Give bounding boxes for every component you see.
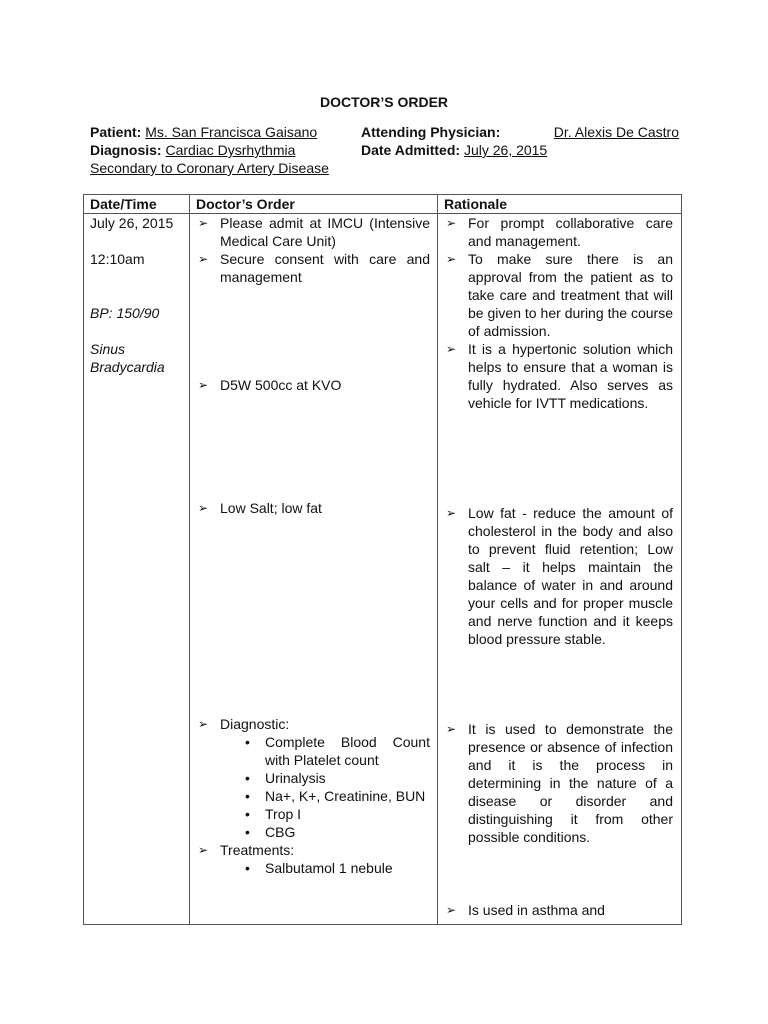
physician-label: Attending Physician: (361, 124, 501, 140)
order-consent: ➢ Secure consent with care and management (220, 250, 430, 286)
rationale-diet: ➢ Low fat - reduce the amount of cholesterol in the body and also to prevent fluid retention; Low salt – it helps maintain the balance of water in and around your cells and for proper muscle and nerve function and it keeps blood pressure stable. (468, 504, 673, 648)
order-diagnostic (220, 715, 430, 841)
diagnosis-row (90, 141, 355, 159)
order-list-diagnostic (220, 715, 430, 877)
diagnosis-row-2 (90, 159, 355, 177)
order-list-diet (220, 499, 430, 517)
header-datetime: Date/Time (84, 195, 190, 214)
order-date: July 26, 2015 (90, 215, 174, 231)
rationale-list-admission (468, 214, 673, 412)
order-list-iv (220, 376, 430, 394)
order-admit: ➢ Please admit at IMCU (Intensive Medical Care Unit) (220, 214, 430, 250)
diagnostic-label: Diagnostic: (220, 716, 290, 732)
order-diet: ➢ Low Salt; low fat (220, 499, 430, 517)
patient-name: Ms. San Francisca Gaisano (145, 124, 318, 140)
rationale-diagnostic: ➢ It is used to demonstrate the presence or absence of infection and it is the process in determining in the nature of a disease or disorder and distinguishing it from other possible conditions. (468, 720, 673, 846)
rationale-consent: ➢ To make sure there is an approval from the patient as to take care and treatment that will be given to her during the course of admission. (468, 250, 673, 340)
header-rationale: Rationale (438, 195, 682, 214)
document-title: DOCTOR’S ORDER (319, 94, 449, 110)
diagnostic-list (220, 733, 430, 841)
diagnostic-item: • Complete Blood Count with Platelet count (265, 733, 430, 769)
admitted-date: July 26, 2015 (463, 142, 548, 158)
physician-name: Dr. Alexis De Castro (553, 124, 679, 140)
table-row (84, 214, 682, 925)
heart-rhythm: Sinus Bradycardia (90, 341, 165, 375)
blood-pressure: BP: 150/90 (90, 305, 160, 321)
header-order: Doctor’s Order (190, 195, 438, 214)
rationale-list-diagnostic (468, 720, 673, 846)
admission-info (361, 123, 679, 159)
diagnosis-value-2: Secondary to Coronary Artery Disease (90, 160, 329, 176)
order-cell (190, 214, 438, 925)
rationale-iv: ➢ It is a hypertonic solution which helps to ensure that a woman is fully hydrated. Also serves as vehicle for IVTT medications. (468, 340, 673, 412)
order-iv: ➢ D5W 500cc at KVO (220, 376, 430, 394)
order-treatments (220, 841, 430, 877)
diagnostic-item: • Trop I (265, 805, 430, 823)
treatment-list (220, 859, 430, 877)
patient-label: Patient: (90, 124, 142, 140)
rationale-list-treatment (468, 901, 673, 919)
datetime-cell (84, 214, 190, 925)
rationale-admit: ➢ For prompt collaborative care and management. (468, 214, 673, 250)
diagnosis-label: Diagnosis: (90, 142, 162, 158)
diagnostic-item: • Na+, K+, Creatinine, BUN (265, 787, 430, 805)
treatment-item: • Salbutamol 1 nebule (265, 859, 430, 877)
diagnostic-item: • CBG (265, 823, 430, 841)
order-time: 12:10am (90, 251, 145, 267)
diagnostic-item: • Urinalysis (265, 769, 430, 787)
rationale-treatment: ➢ Is used in asthma and (468, 901, 673, 919)
patient-row (90, 123, 355, 141)
rationale-list-diet (468, 504, 673, 648)
patient-info (90, 123, 355, 177)
rationale-cell (438, 214, 682, 925)
orders-table (83, 194, 682, 925)
diagnosis-value: Cardiac Dysrhythmia (165, 142, 296, 158)
physician-row (361, 123, 679, 141)
admitted-row (361, 141, 679, 159)
table-header-row (84, 195, 682, 214)
order-list-admission (220, 214, 430, 286)
admitted-label: Date Admitted: (361, 142, 461, 158)
treatments-label: Treatments: (220, 842, 295, 858)
